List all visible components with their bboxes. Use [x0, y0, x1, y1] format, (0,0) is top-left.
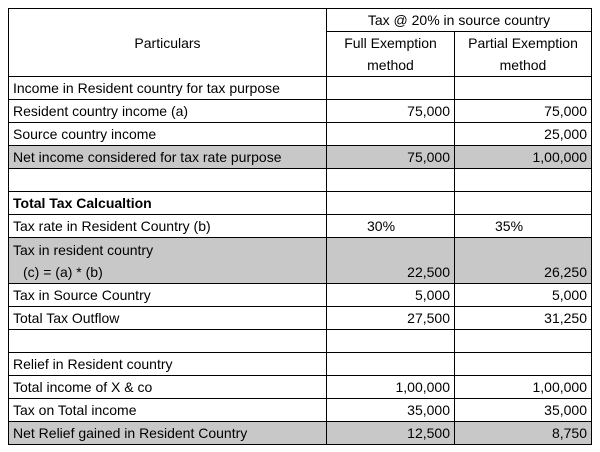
full-exemption-value: 27,500: [327, 307, 455, 330]
header-row-1: [9, 9, 592, 32]
row-label-line2: (c) = (a) * (b): [23, 263, 103, 280]
section-heading-row: [9, 192, 592, 215]
table-row: [9, 307, 592, 330]
empty-cell: [327, 330, 455, 353]
partial-exemption-value: 1,00,000: [455, 376, 592, 399]
full-exemption-header-line2: method: [327, 54, 455, 77]
full-exemption-value: [327, 77, 455, 100]
section-heading: Total Tax Calcualtion: [9, 192, 327, 215]
table-row: [9, 376, 592, 399]
empty-cell: [9, 169, 327, 192]
row-label: Total Tax Outflow: [9, 307, 327, 330]
table-row: [9, 123, 592, 146]
partial-exemption-value: 35%: [455, 215, 592, 238]
partial-exemption-value: [455, 77, 592, 100]
full-exemption-value: 22,500: [327, 238, 455, 284]
row-label: Tax in Source Country: [9, 284, 327, 307]
table-row: [9, 353, 592, 376]
partial-exemption-value: 26,250: [455, 238, 592, 284]
row-label: Net income considered for tax rate purpose: [9, 146, 327, 169]
empty-cell: [9, 330, 327, 353]
partial-exemption-header-line1: Partial Exemption: [455, 32, 592, 55]
row-label: Tax on Total income: [9, 399, 327, 422]
table-row-highlighted: [9, 146, 592, 169]
row-label: Relief in Resident country: [9, 353, 327, 376]
table-row: [9, 284, 592, 307]
spacer-row: [9, 330, 592, 353]
partial-exemption-value: 25,000: [455, 123, 592, 146]
empty-cell: [455, 169, 592, 192]
full-exemption-value: 1,00,000: [327, 376, 455, 399]
row-label: Income in Resident country for tax purpose: [9, 77, 327, 100]
spacer-row: [9, 169, 592, 192]
particulars-header: Particulars: [9, 9, 327, 77]
table-row: [9, 215, 592, 238]
partial-exemption-value: 8,750: [455, 422, 592, 445]
partial-exemption-value: 35,000: [455, 399, 592, 422]
partial-exemption-value: 31,250: [455, 307, 592, 330]
full-exemption-value: 75,000: [327, 146, 455, 169]
full-exemption-value: 30%: [327, 215, 455, 238]
table-row-highlighted: [9, 238, 592, 284]
group-title-header: Tax @ 20% in source country: [327, 9, 592, 32]
tax-comparison-table: [8, 8, 592, 445]
empty-cell: [455, 353, 592, 376]
empty-cell: [327, 192, 455, 215]
table-row-highlighted: [9, 422, 592, 445]
table-row: [9, 399, 592, 422]
full-exemption-value: 75,000: [327, 100, 455, 123]
full-exemption-header-line1: Full Exemption: [327, 32, 455, 55]
row-label: Source country income: [9, 123, 327, 146]
full-exemption-value: 12,500: [327, 422, 455, 445]
empty-cell: [327, 169, 455, 192]
row-label: Net Relief gained in Resident Country: [9, 422, 327, 445]
row-label-line1: Tax in resident country: [13, 241, 154, 258]
full-exemption-value: [327, 123, 455, 146]
empty-cell: [327, 353, 455, 376]
partial-exemption-value: 1,00,000: [455, 146, 592, 169]
table-row: [9, 100, 592, 123]
empty-cell: [455, 330, 592, 353]
row-label: Tax rate in Resident Country (b): [9, 215, 327, 238]
table-row: [9, 77, 592, 100]
full-exemption-value: 35,000: [327, 399, 455, 422]
partial-exemption-value: 5,000: [455, 284, 592, 307]
empty-cell: [455, 192, 592, 215]
partial-exemption-value: 75,000: [455, 100, 592, 123]
partial-exemption-header-line2: method: [455, 54, 592, 77]
row-label: Resident country income (a): [9, 100, 327, 123]
full-exemption-value: 5,000: [327, 284, 455, 307]
row-label: [9, 238, 327, 284]
row-label: Total income of X & co: [9, 376, 327, 399]
